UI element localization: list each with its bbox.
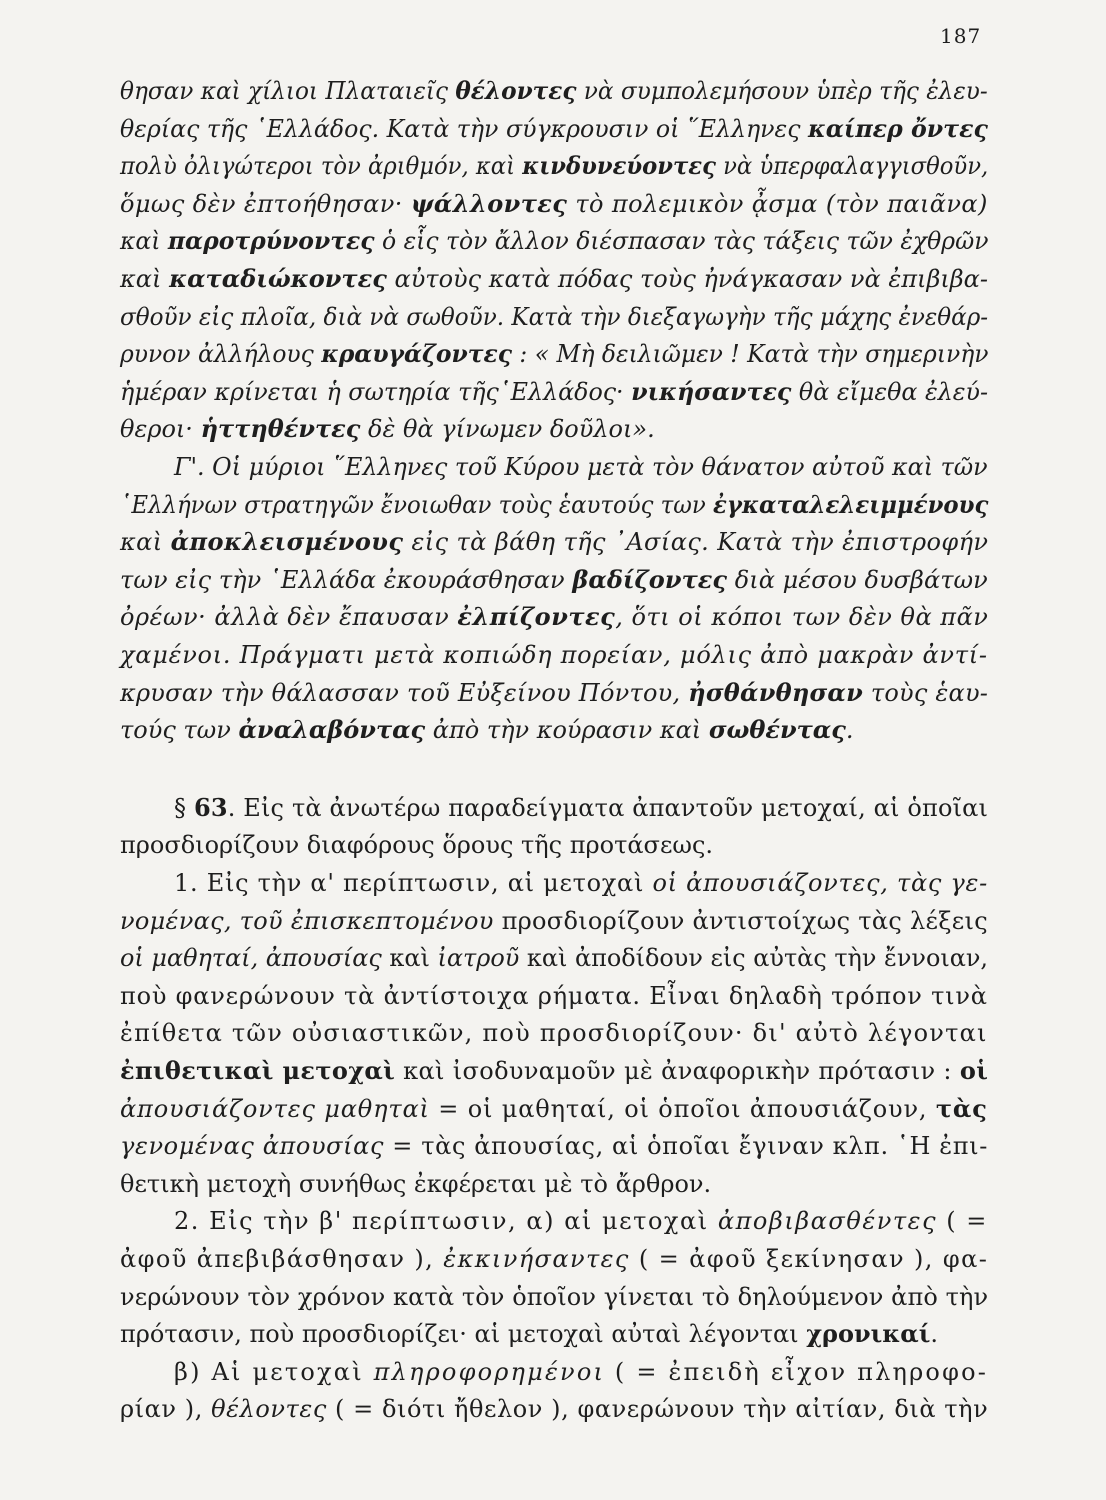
text-segment: τοὺς ἑαυ- [863,678,989,707]
bold-term: οἱ [959,1056,989,1085]
text-segment: δὲ θὰ γίνωμεν δοῦλοι». [360,415,655,444]
text-segment: ἐπίθετα τῶν οὐσιαστικῶν, ποὺ προσδιορίζουν· δι' αὐτὸ λέγονται [120,1019,988,1048]
text-segment: : « Μὴ δειλιῶμεν ! Κατὰ τὴν σημερινὴν [511,340,989,369]
text-line [120,830,713,860]
bold-term: κινδυνεύοντες [522,151,716,181]
text-segment: καὶ [381,944,438,973]
text-line [120,1244,988,1274]
text-line [120,943,988,973]
text-line [120,264,988,294]
text-segment: αὐτοὺς κατὰ πόδας τοὺς ἠνάγκασαν νὰ ἐπιβιβα- [386,265,988,293]
text-line [120,1319,938,1349]
text-line [174,1357,988,1387]
text-segment: νὰ συμπολεμήσουν ὑπὲρ τῆς ἐλευ- [576,77,988,105]
bold-term: ἐλπίζοντες [457,602,616,632]
text-line [120,640,988,670]
text-segment: θησαν καὶ χίλιοι Πλαταιεῖς [120,77,456,105]
text-segment: ρυνον ἀλλήλους [120,340,322,369]
text-line [120,377,988,407]
text-segment: πληροφορημένοι [373,1357,606,1386]
text-segment: ἐκκινήσαντες [443,1245,630,1273]
text-segment: καὶ ἰσοδυναμοῦν μὲ ἀναφορικὴν πρότασιν : [395,1057,960,1085]
text-segment: ἀπουσιάζοντες μαθηταὶ [120,1094,430,1123]
text-segment: τὸ πολεμικὸν ᾆσμα (τὸν παιᾶνα) [567,189,988,218]
text-segment: χαμένοι. Πράγματι μετὰ κοπιώδη πορείαν, μόλις ἀπὸ μακρὰν ἀντί- [120,641,988,669]
text-line [120,678,988,708]
text-line [120,151,988,181]
text-segment: οἱ μαθηταί, ἀπουσίας [120,944,382,973]
bold-term: χρονικαί [806,1319,931,1349]
text-segment: . [930,1320,938,1349]
text-segment: γενομένας ἀπουσίας [120,1132,385,1161]
text-segment: πρότασιν, ποὺ προσδιορίζει· αἱ μετοχαὶ αὐταὶ λέγονται [120,1320,807,1349]
text-line [120,981,988,1011]
bold-term: ψάλλοντες [410,188,568,218]
bold-term: καίπερ ὄντες [807,113,988,143]
text-segment: εἰς τὰ βάθη τῆς ᾿Ασίας. Κατὰ τὴν ἐπιστροφήν [403,528,989,557]
text-segment: 1. Εἰς τὴν α' περίπτωσιν, αἱ μετοχαὶ [174,869,653,897]
text-segment: σθοῦν εἰς πλοῖα, διὰ νὰ σωθοῦν. Κατὰ τὴν διεξαγωγὴν τῆς μάχης ἐνεθάρ- [120,302,989,331]
text-segment: θὰ εἴμεθα ἐλεύ- [791,377,988,406]
text-segment: νομένας, τοῦ ἐπισκεπτομένου [120,906,494,935]
text-segment: ἡμέραν κρίνεται ἡ σωτηρία τῆς῾Ελλάδος· [120,377,632,406]
text-segment: κρυσαν τὴν θάλασσαν τοῦ Εὐξείνου Πόντου, [120,678,689,707]
bold-term: ἀποκλεισμένους [170,527,404,557]
bold-term: θέλοντες [455,76,577,105]
text-line [120,414,655,444]
text-line [120,527,988,557]
text-segment: ῾Ελλήνων στρατηγῶν ἔνοιωθαν τοὺς ἑαυτούς των [120,490,714,519]
bold-term: 63 [193,792,228,822]
text-segment: ἀφοῦ ἀπεβιβάσθησαν ), [120,1245,444,1273]
text-segment: ἀποβιβασθέντες [717,1207,938,1236]
text-segment: θεροι· [120,415,201,444]
text-segment: καὶ ἀποδίδουν εἰς αὐτὰς τὴν ἔννοιαν, [519,944,989,973]
text-segment: καὶ [120,227,168,256]
text-segment: = οἱ μαθηταί, οἱ ὁποῖοι ἀπουσιάζουν, [429,1094,936,1123]
text-segment: θέλοντες [211,1395,327,1424]
text-segment: ( = ἀφοῦ ξεκίνησαν ), φα- [629,1245,989,1273]
bold-term: ἐπιθετικαὶ μετοχαὶ [120,1056,396,1085]
text-line [120,226,988,256]
text-line [120,715,854,745]
bold-term: παροτρύνοντες [167,226,375,256]
text-line [120,189,988,219]
text-segment: ἀπὸ τὴν κούρασιν καὶ [425,716,709,745]
text-line [120,339,988,369]
text-line [174,452,988,482]
text-line [174,793,988,823]
text-segment: ( = ἐπειδὴ εἶχον πληροφο- [605,1357,989,1386]
text-segment: οἱ ἀπουσιάζοντες, τὰς γε- [652,869,988,897]
text-line [120,565,988,595]
text-segment: καὶ [120,528,171,557]
text-line [120,1169,711,1199]
bold-term: νικήσαντες [631,376,792,406]
text-segment: νερώνουν τὸν χρόνον κατὰ τὸν ὁποῖον γίνεται τὸ δηλούμενον ἀπὸ τὴν [120,1282,989,1311]
text-segment: = τὰς ἀπουσίας, αἱ ὁποῖαι ἔγιναν κλπ. ῾Η ἐπι- [384,1132,988,1161]
text-segment: Γ'. Οἱ μύριοι ῞Ελληνες τοῦ Κύρου μετὰ τὸν θάνατον αὐτοῦ καὶ τῶν [174,453,988,481]
text-line [120,302,988,332]
text-line [120,1056,988,1086]
text-line [120,1094,988,1124]
bold-term: σωθέντας [708,715,846,745]
text-segment: τούς των [120,716,239,745]
text-segment: ἰατροῦ [437,944,520,973]
text-line [120,76,988,106]
text-segment: των εἰς τὴν ῾Ελλάδα ἐκουράσθησαν [120,565,573,594]
text-segment: § [174,793,194,822]
text-line [120,1394,988,1424]
bold-term: ἀναλαβόντας [238,715,426,745]
bold-term: βαδίζοντες [572,564,728,594]
text-line [120,490,988,520]
bold-term: ἡττηθέντες [200,414,361,444]
text-segment: θερίας τῆς ῾Ελλάδος. Κατὰ τὴν σύγκρουσιν οἱ ῞Ελληνες [120,114,808,143]
text-segment: πολὺ ὀλιγώτεροι τὸν ἀριθμόν, καὶ [120,152,523,181]
text-segment: προσδιορίζουν διαφόρους ὅρους τῆς προτάσεως. [120,831,714,860]
text-segment: ( = διότι ἤθελον ), φανερώνουν τὴν αἰτίαν, διὰ τὴν [326,1395,989,1424]
page-number: 187 [940,24,982,48]
text-segment: ποὺ φανερώνουν τὰ ἀντίστοιχα ρήματα. Εἶναι δηλαδὴ τρόπον τινὰ [120,981,988,1010]
text-line [174,1206,988,1236]
text-segment: ὀρέων· ἀλλὰ δὲν ἔπαυσαν [120,603,458,632]
text-line [120,114,988,144]
text-segment: ὅμως δὲν ἐπτοήθησαν· [120,189,411,218]
text-segment: , ὅτι οἱ κόποι των δὲν θὰ πᾶν [615,603,989,632]
text-segment: νὰ ὑπερφαλαγγισθοῦν, [715,152,989,181]
text-line [120,602,988,632]
text-segment: . Εἰς τὰ ἀνωτέρω παραδείγματα ἀπαντοῦν μετοχαί, αἱ ὁποῖαι [227,793,989,822]
text-segment: καὶ [120,265,170,293]
text-line [120,1018,988,1048]
text-segment: β) Αἱ μετοχαὶ [174,1357,374,1386]
text-segment: διὰ μέσου δυσβάτων [727,565,988,594]
bold-term: ἐγκαταλελειμμένους [713,489,989,519]
bold-term: κραυγάζοντες [321,339,512,369]
text-segment: θετικὴ μετοχὴ συνήθως ἐκφέρεται μὲ τὸ ἄρθρον. [120,1169,712,1198]
text-segment: 2. Εἰς τὴν β' περίπτωσιν, α) αἱ μετοχαὶ [174,1207,718,1236]
text-line [120,906,988,936]
bold-term: τὰς [935,1093,988,1123]
text-segment: ( = [937,1207,988,1236]
bold-term: καταδιώκοντες [169,264,387,293]
text-segment: ὁ εἷς τὸν ἄλλον διέσπασαν τὰς τάξεις τῶν ἐχθρῶν [374,227,989,256]
text-segment: . [845,716,854,745]
text-segment: ρίαν ), [120,1395,212,1424]
text-line [120,1131,988,1161]
bold-term: ἠσθάνθησαν [688,677,864,707]
text-line [174,868,988,898]
text-line [120,1282,988,1312]
text-segment: προσδιορίζουν ἀντιστοίχως τὰς λέξεις [493,906,988,935]
